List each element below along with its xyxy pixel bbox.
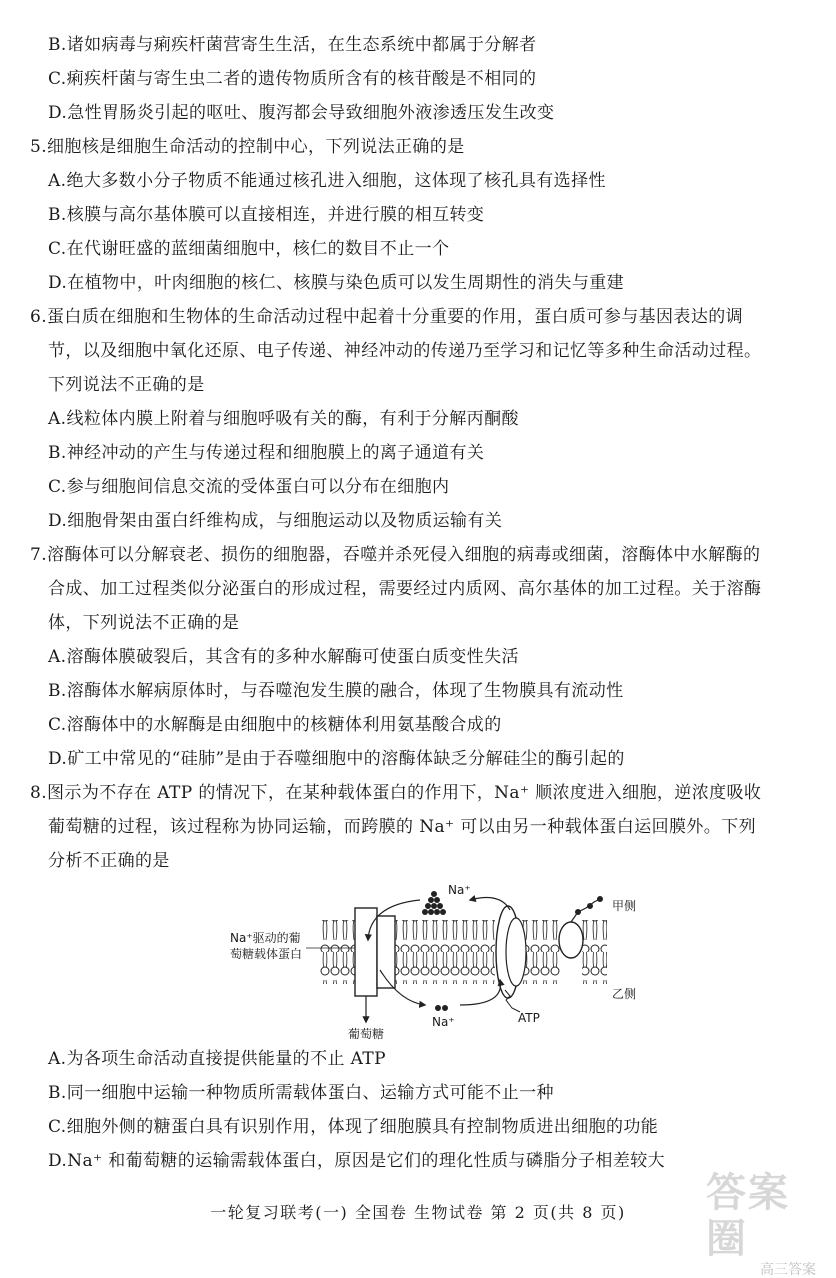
q8-stem-line3: 分析不正确的是 [48,851,170,871]
carrier-label [230,930,302,961]
q6-option-c: C.参与细胞间信息交流的受体蛋白可以分布在细胞内 [48,477,450,497]
q7-option-b: B.溶酶体水解病原体时，与吞噬泡发生膜的融合，体现了生物膜具有流动性 [48,681,624,701]
q8-option-b: B.同一细胞中运输一种物质所需载体蛋白、运输方式可能不止一种 [48,1083,554,1103]
q6-stem-line2: 节，以及细胞中氧化还原、电子传递、神经冲动的传递乃至学习和记忆等多种生命活动过程。 [48,341,762,361]
watermark-logo: 答案圈 [706,1170,790,1262]
q6-option-d: D.细胞骨架由蛋白纤维构成，与细胞运动以及物质运输有关 [48,511,503,531]
q7-option-c: C.溶酶体中的水解酶是由细胞中的核糖体利用氨基酸合成的 [48,715,502,735]
atp-label: ATP [518,1011,540,1025]
na-outside-label: Na⁺ [448,883,471,897]
q6-stem-line3: 下列说法不正确的是 [48,375,205,395]
q8-option-a: A.为各项生命活动直接提供能量的不止 ATP [48,1049,387,1069]
bilayer-inner-left [320,952,355,984]
q8-stem-line1: 8.图示为不存在 ATP 的情况下，在某种载体蛋白的作用下，Na⁺ 顺浓度进入细胞，逆浓度吸收 [30,783,762,803]
bilayer-outer-middle [395,920,495,952]
q8-option-c: C.细胞外侧的糖蛋白具有识别作用，体现了细胞膜具有控制物质进出细胞的功能 [48,1117,659,1137]
q6-option-a: A.线粒体内膜上附着与细胞呼吸有关的酶，有利于分解丙酮酸 [48,409,519,429]
na-ions-inside [435,1005,448,1011]
bilayer-outer-far-right [582,920,607,952]
q5-option-a: A.绝大多数小分子物质不能通过核孔进入细胞，这体现了核孔具有选择性 [48,171,606,191]
q5-option-c: C.在代谢旺盛的蓝细菌细胞中，核仁的数目不止一个 [48,239,450,259]
watermark [706,1170,816,1278]
q7-option-a: A.溶酶体膜破裂后，其含有的多种水解酶可使蛋白质变性失活 [48,647,519,667]
na-ions-outside [422,891,446,915]
side-b-label: 乙侧 [612,987,637,1001]
q8-option-d: D.Na⁺ 和葡萄糖的运输需载体蛋白，原因是它们的理化性质与磷脂分子相差较大 [48,1151,666,1171]
q4-option-c: C.痢疾杆菌与寄生虫二者的遗传物质所含有的核苷酸是不相同的 [48,69,537,89]
page-footer: 一轮复习联考(一) 全国卷 生物试卷 第 2 页(共 8 页) [210,1203,626,1222]
q7-stem-line1: 7.溶酶体可以分解衰老、损伤的细胞器，吞噬并杀死侵入细胞的病毒或细菌，溶酶体中水解酶的 [30,545,761,565]
na-inside-label: Na⁺ [432,1015,455,1029]
q5-stem: 5.细胞核是细胞生命活动的控制中心，下列说法正确的是 [30,137,465,157]
q5-option-b: B.核膜与高尔基体膜可以直接相连，并进行膜的相互转变 [48,205,485,225]
q6-option-b: B.神经冲动的产生与传递过程和细胞膜上的离子通道有关 [48,443,485,463]
glucose-label: 葡萄糖 [348,1027,385,1040]
q4-option-b: B.诸如病毒与痢疾杆菌营寄生生活，在生态系统中都属于分解者 [48,35,537,55]
q6-stem-line1: 6.蛋白质在细胞和生物体的生命活动过程中起着十分重要的作用，蛋白质可参与基因表达的调 [30,307,744,327]
q7-option-d: D.矿工中常见的“硅肺”是由于吞噬细胞中的溶酶体缺乏分解硅尘的酶引起的 [48,749,625,769]
q5-option-d: D.在植物中，叶肉细胞的核仁、核膜与染色质可以发生周期性的消失与重建 [48,273,625,293]
carrier-label-line2: 萄糖载体蛋白 [230,947,303,961]
bilayer-inner-far-right [582,952,607,984]
membrane-transport-diagram [220,880,640,1040]
q7-stem-line3: 体，下列说法不正确的是 [48,613,240,633]
watermark-caption: 高三答案 [760,1262,816,1278]
q7-stem-line2: 合成、加工过程类似分泌蛋白的形成过程，需要经过内质网、高尔基体的加工过程。关于溶酶 [48,579,762,599]
q8-stem-line2: 葡萄糖的过程，该过程称为协同运输，而跨膜的 Na⁺ 可以由另一种载体蛋白运回膜外。下列 [48,817,756,837]
side-a-label: 甲侧 [612,899,637,913]
bilayer-outer-left [320,920,355,952]
q4-option-d: D.急性胃肠炎引起的呕吐、腹泻都会导致细胞外液渗透压发生改变 [48,103,555,123]
carrier-label-line1: Na⁺驱动的葡 [230,931,301,945]
bilayer-inner-middle [395,952,495,984]
